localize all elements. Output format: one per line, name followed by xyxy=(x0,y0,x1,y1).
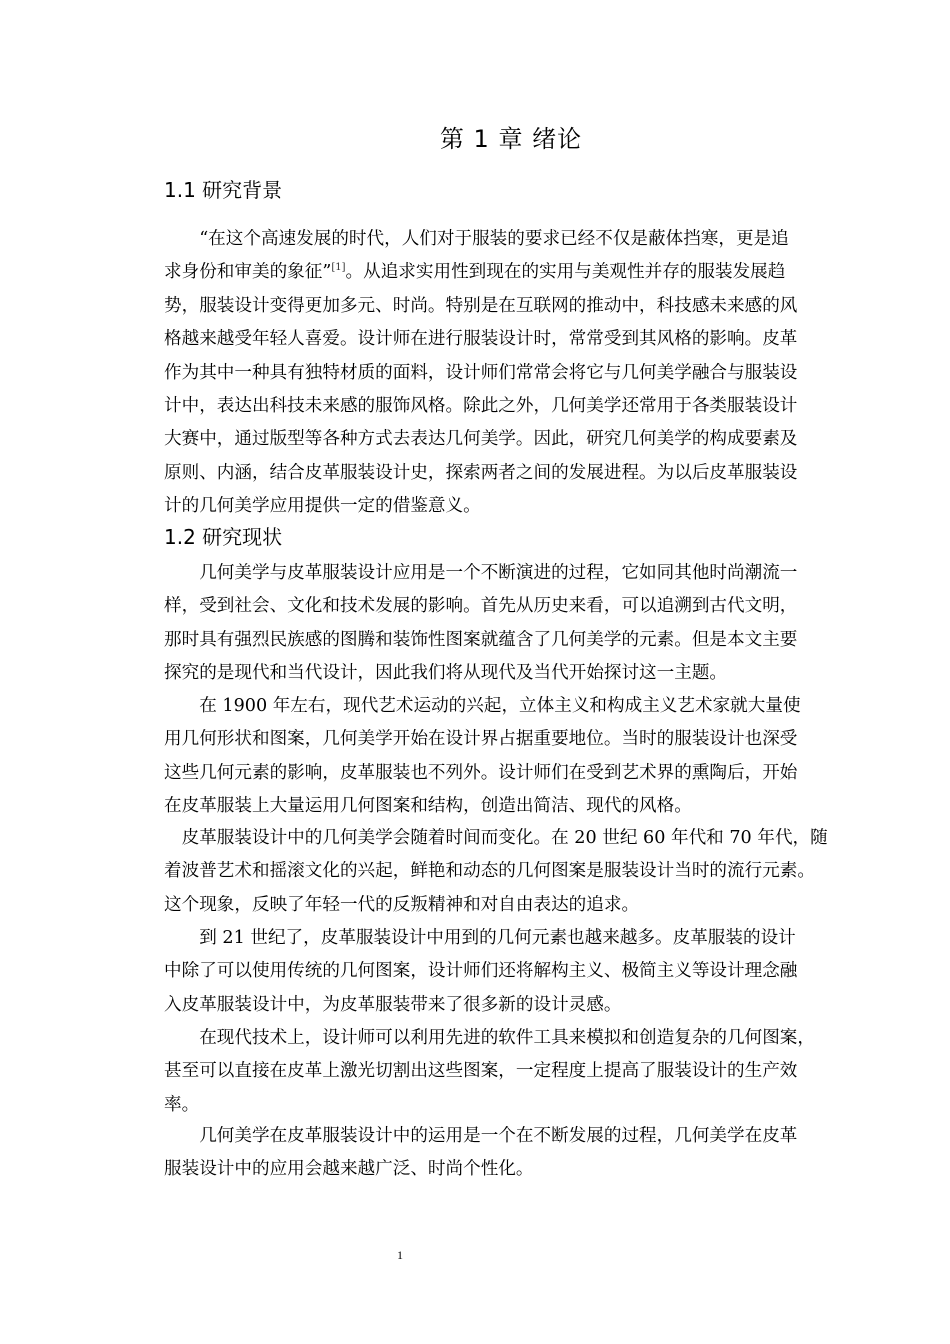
text-line: 在 1900 年左右，现代艺术运动的兴起，立体主义和构成主义艺术家就大量使 xyxy=(164,696,801,716)
paragraph-status-5 xyxy=(164,1022,864,1122)
paragraph-status-3 xyxy=(164,822,864,922)
text-line: 着波普艺术和摇滚文化的兴起，鲜艳和动态的几何图案是服装设计当时的流行元素。 xyxy=(164,861,815,882)
paragraph-status-2 xyxy=(164,690,864,824)
text-line: 势，服装设计变得更加多元、时尚。特别是在互联网的推动中，科技感未来感的风 xyxy=(164,295,798,316)
text-line: 计的几何美学应用提供一定的借鉴意义。 xyxy=(164,496,481,517)
text-line: 服装设计中的应用会越来越广泛、时尚个性化。 xyxy=(164,1159,534,1180)
paragraph-status-6 xyxy=(164,1120,864,1187)
text-line: 在现代技术上，设计师可以利用先进的软件工具来模拟和创造复杂的几何图案， xyxy=(164,1028,815,1048)
text-line: 在皮革服装上大量运用几何图案和结构，创造出简洁、现代的风格。 xyxy=(164,796,692,817)
text-line: 大赛中，通过版型等各种方式去表达几何美学。因此，研究几何美学的构成要素及 xyxy=(164,429,798,450)
section-heading-background: 1.1 研究背景 xyxy=(164,178,283,202)
paragraph-status-1 xyxy=(164,557,864,691)
section-heading-status: 1.2 研究现状 xyxy=(164,525,283,549)
text-line: 作为其中一种具有独特材质的面料，设计师们常常会将它与几何美学融合与服装设 xyxy=(164,362,798,383)
page-number: 1 xyxy=(397,1248,403,1262)
text-line: 几何美学在皮革服装设计中的运用是一个在不断发展的过程，几何美学在皮革 xyxy=(164,1126,798,1146)
text-line: 样，受到社会、文化和技术发展的影响。首先从历史来看，可以追溯到古代文明， xyxy=(164,596,798,617)
citation-marker[interactable]: [1] xyxy=(331,262,346,274)
text-line: 到 21 世纪了，皮革服装设计中用到的几何元素也越来越多。皮革服装的设计 xyxy=(164,928,796,948)
text-line: 那时具有强烈民族感的图腾和装饰性图案就蕴含了几何美学的元素。但是本文主要 xyxy=(164,629,798,650)
text-line: 这些几何元素的影响，皮革服装也不列外。设计师们在受到艺术界的熏陶后，开始 xyxy=(164,762,798,783)
text-span: 。从追求实用性到现在的实用与美观性并存的服装发展趋 xyxy=(345,262,786,283)
text-line: 格越来越受年轻人喜爱。设计师在进行服装设计时，常常受到其风格的影响。皮革 xyxy=(164,329,798,350)
text-line: 探究的是现代和当代设计，因此我们将从现代及当代开始探讨这一主题。 xyxy=(164,663,728,684)
text-line: 这个现象，反映了年轻一代的反叛精神和对自由表达的追求。 xyxy=(164,894,640,915)
text-line: 中除了可以使用传统的几何图案，设计师们还将解构主义、极简主义等设计理念融 xyxy=(164,961,798,982)
text-line: 入皮革服装设计中，为皮革服装带来了很多新的设计灵感。 xyxy=(164,994,622,1015)
text-span: 求身份和审美的象征” xyxy=(164,262,332,283)
text-line: 皮革服装设计中的几何美学会随着时间而变化。在 20 世纪 60 年代和 70 年代，随 xyxy=(164,828,828,848)
text-line: “在这个高速发展的时代，人们对于服装的要求已经不仅是蔽体挡寒，更是追 xyxy=(164,229,789,249)
chapter-title: 第 1 章 绪论 xyxy=(439,125,583,153)
text-line: 几何美学与皮革服装设计应用是一个不断演进的过程，它如同其他时尚潮流一 xyxy=(164,563,798,583)
text-line: 原则、内涵，结合皮革服装设计史，探索两者之间的发展进程。为以后皮革服装设 xyxy=(164,462,798,483)
text-line: 用几何形状和图案，几何美学开始在设计界占据重要地位。当时的服装设计也深受 xyxy=(164,729,798,750)
text-line: 甚至可以直接在皮革上激光切割出这些图案，一定程度上提高了服装设计的生产效 xyxy=(164,1061,798,1082)
paragraph-background xyxy=(164,223,864,524)
text-line: 计中，表达出科技未来感的服饰风格。除此之外，几何美学还常用于各类服装设计 xyxy=(164,395,798,416)
text-line: 率。 xyxy=(164,1094,200,1115)
paragraph-status-4 xyxy=(164,922,864,1022)
text-line-with-citation xyxy=(164,256,864,289)
